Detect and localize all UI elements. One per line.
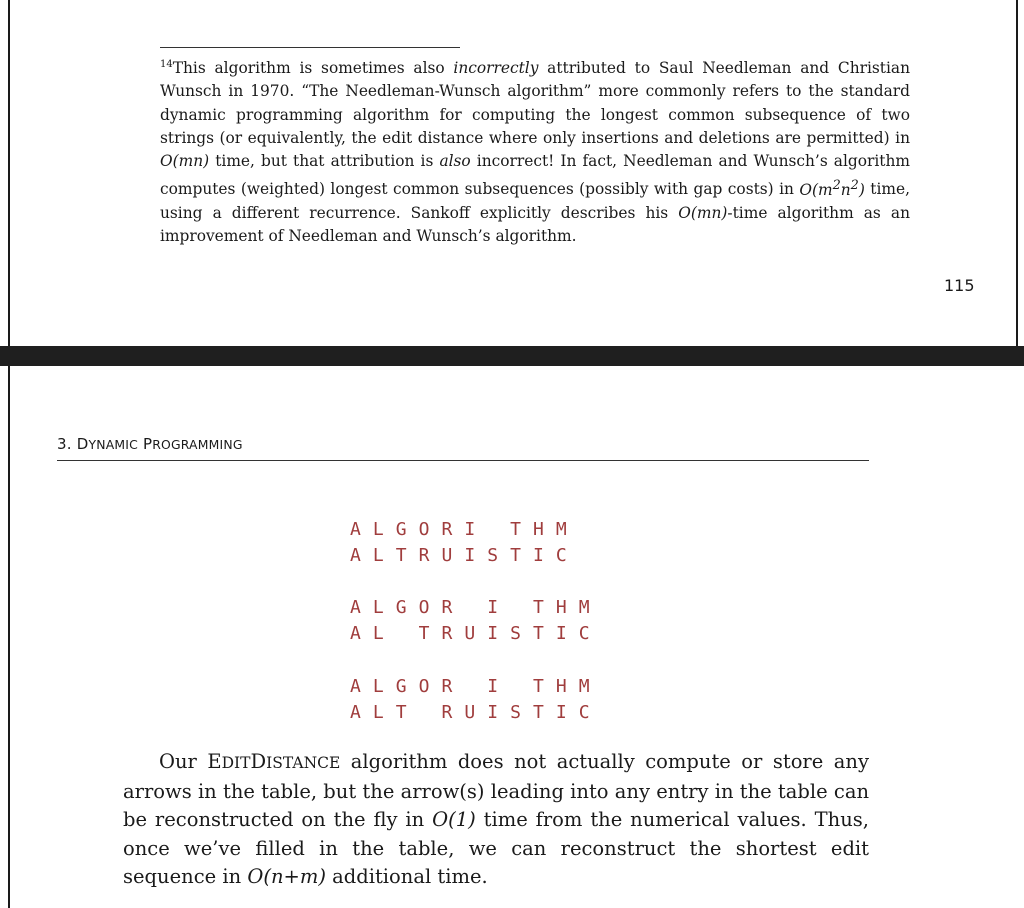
alignment-3-top: A L G O R I T H M: [350, 676, 591, 697]
previous-page: [0, 0, 1024, 346]
body-paragraph: Our EDITDISTANCE algorithm does not actually compute or store any arrows in the table, but the arrow(s) leading into any entry in the table can be reconstructed on the fly in O(1) time from the numerical values. Thus, once we’ve filled in the table, we can reconstruct the shortest edit sequence in O(n+m) additional time.: [123, 750, 869, 889]
math-o-1: O(1): [432, 808, 476, 832]
alignment-3-bottom: A L T R U I S T I C: [350, 702, 591, 723]
chapter-title: DYNAMIC PROGRAMMING: [76, 435, 243, 453]
page-separator: [0, 346, 1024, 366]
page-right-edge: [1016, 0, 1018, 346]
emphasis-also: also: [439, 152, 471, 171]
running-head: [57, 435, 243, 453]
alignment-1-top: A L G O R I T H M: [350, 519, 568, 540]
footnote-marker: 14: [160, 59, 173, 70]
chapter-number: 3.: [57, 435, 72, 453]
alignment-2: [350, 595, 590, 647]
footnote-rule: [160, 47, 460, 48]
alignment-1: [350, 517, 567, 569]
page-left-edge-lower: [8, 366, 10, 908]
emphasis-incorrectly: incorrectly: [453, 59, 539, 77]
math-o-m2n2: $O(m^2n^2)$: [799, 177, 865, 199]
alignment-3: [350, 674, 590, 726]
math-o-mn: O(mn): [160, 152, 210, 171]
header-rule: [57, 460, 869, 461]
math-o-n-plus-m: O(n+m): [247, 865, 326, 889]
footnote-14: $^{14}$This algorithm is sometimes also incorrectly attributed to Saul Needleman and Christian Wunsch in 1970. “The Needleman-Wunsch algorithm” more commonly refers to the standard dynamic programming algorithm for computing the longest common subsequence of two strings (or equivalently, the edit distance where only insertions and deletions are permitted) in O(mn) time, but that attribution is also incorrect! In fact, Needleman and Wunsch’s algorithm computes (weighted) longest common subsequences (possibly with gap costs) in $O(m^2n^2)$ time, using a different recurrence. Sankoff explicitly describes his O(mn)-time algorithm as an improvement of Needleman and Wunsch’s algorithm.: [160, 59, 910, 246]
page-left-edge: [8, 0, 10, 346]
math-o-mn-2: O(mn): [678, 203, 728, 222]
algorithm-name-editdistance: EDITDISTANCE: [207, 750, 341, 773]
alignment-1-bottom: A L T R U I S T I C: [350, 545, 568, 566]
page-number: 115: [944, 276, 975, 295]
alignment-2-bottom: A L T R U I S T I C: [350, 623, 591, 644]
alignment-2-top: A L G O R I T H M: [350, 597, 591, 618]
